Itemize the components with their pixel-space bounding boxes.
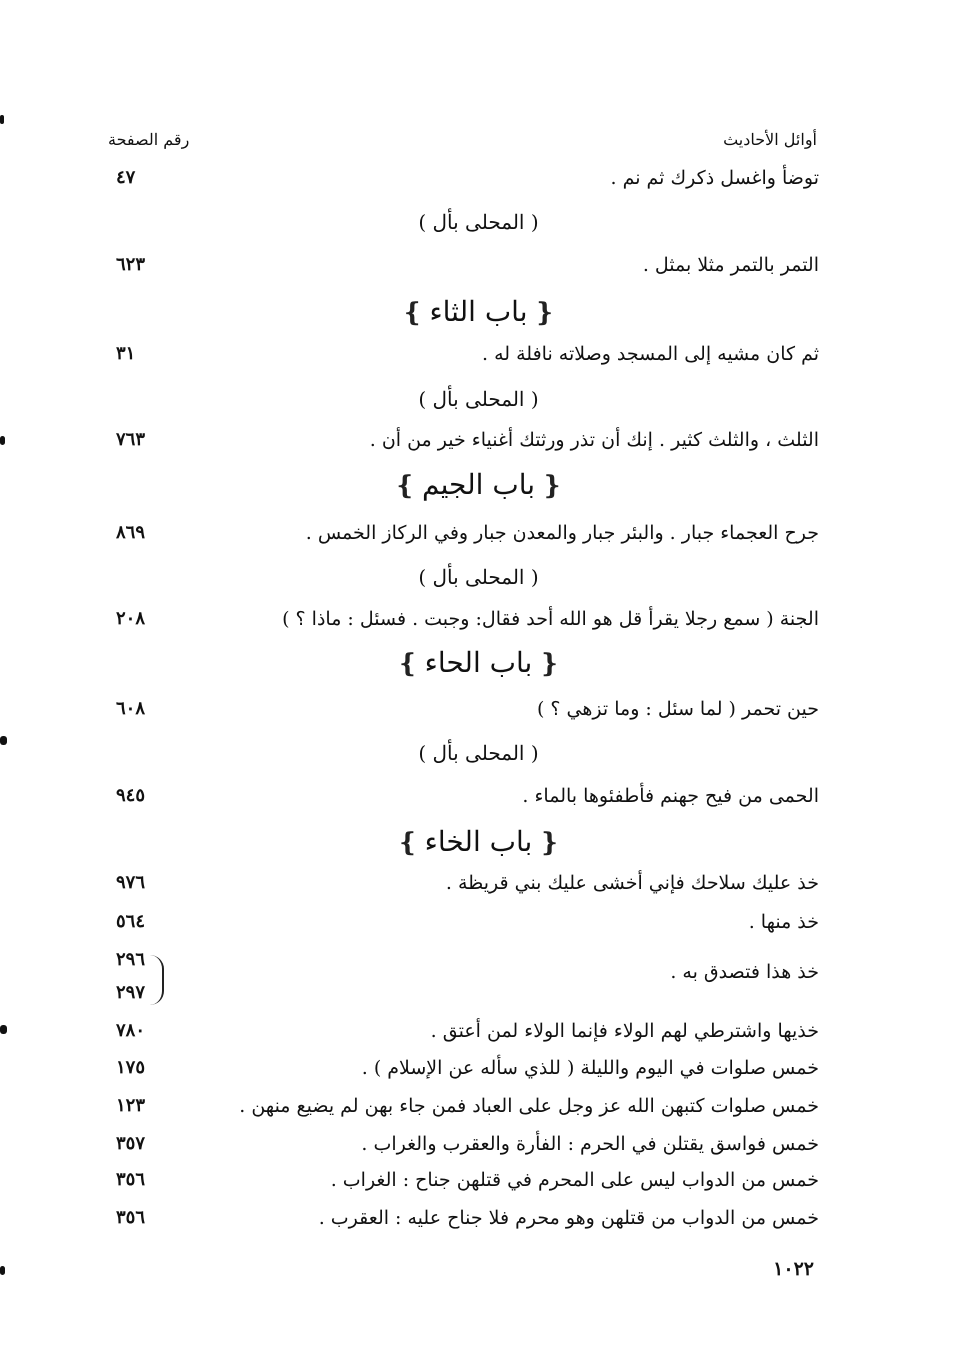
page-ref: ٢٠٨ (116, 608, 146, 629)
hadith-opening: خمس صلوات في اليوم والليلة ( للذي سأله عن الإسلام ) . (361, 1057, 819, 1079)
page-ref: ٦٢٣ (116, 254, 146, 275)
subsection-heading: ( المحلى بأل ) (418, 565, 539, 589)
hadith-opening: خمس من الدواب ليس على المحرم في قتلهن جناح : الغراب . (330, 1169, 819, 1191)
chapter-title: باب الثاء (429, 295, 528, 328)
subsection-heading: ( المحلى بأل ) (418, 741, 539, 765)
ornament-icon: ❵ (394, 471, 416, 501)
page-number: ١٠٢٢ (773, 1258, 814, 1280)
ornament-icon: ❵ (396, 828, 419, 858)
page-ref: ٢٩٧ (116, 982, 146, 1003)
hadith-opening: خذ منها . (748, 911, 819, 933)
hadith-opening: الجنة ( سمع رجلا يقرأ قل هو الله أحد فقال: وجبت . فسئل : ماذا ؟ ) (282, 608, 819, 630)
scan-mark-icon (0, 115, 4, 124)
hadith-opening: التمر بالتمر مثلا بمثل . (642, 254, 819, 276)
chapter-heading (0, 822, 957, 863)
page-ref: ٩٧٦ (116, 872, 146, 893)
hadith-opening: ثم كان مشيه إلى المسجد وصلاته نافلة له . (482, 343, 819, 365)
hadith-opening: خمس فواسق يقتلن في الحرم : الفأرة والعقرب والغراب . (361, 1133, 819, 1155)
page-ref: ٤٧ (116, 167, 136, 188)
page-ref: ٢٩٦ (116, 949, 146, 970)
hadith-opening: خذ عليك سلاحك فإني أخشى عليك بني قريظة . (445, 872, 819, 894)
hadith-opening: توضأ واغسل ذكرك ثم نم . (610, 167, 819, 189)
index-entry (0, 1165, 957, 1199)
page-ref: ٥٦٤ (116, 911, 146, 932)
ornament-icon: ❴ (538, 649, 561, 679)
page-ref: ٩٤٥ (116, 785, 146, 806)
page-number-column-title: رقم الصفحة (108, 130, 190, 149)
hadith-opening: خمس من الدواب من قتلهن وهو محرم فلا جناح عليه : العقرب . (318, 1207, 819, 1229)
ornament-icon: ❵ (396, 649, 419, 679)
page-ref: ١٢٣ (116, 1095, 146, 1116)
subsection-heading: ( المحلى بأل ) (418, 387, 539, 411)
index-entry (0, 694, 957, 728)
chapter-title: باب الجيم (421, 468, 536, 501)
scan-mark-icon (0, 736, 7, 745)
chapter-title: باب الخاء (424, 825, 533, 858)
hadith-opening: حين تحمر ( لما سئل : وما تزهي ؟ ) (536, 698, 819, 720)
scan-mark-icon (0, 1025, 7, 1034)
ornament-icon: ❵ (401, 298, 424, 328)
ornament-icon: ❴ (538, 828, 561, 858)
index-entry (0, 868, 957, 902)
index-entry (0, 907, 957, 941)
index-entry (0, 339, 957, 373)
index-entry (0, 1053, 957, 1087)
index-entry (0, 518, 957, 552)
scan-mark-icon (0, 1266, 5, 1275)
index-entry (0, 781, 957, 815)
page-ref: ٧٨٠ (116, 1020, 146, 1041)
brace-icon (150, 955, 164, 1005)
scan-mark-icon (0, 436, 5, 445)
page-ref: ٣١ (116, 343, 136, 364)
page-ref: ٦٠٨ (116, 698, 146, 719)
subsection-heading: ( المحلى بأل ) (418, 210, 539, 234)
index-entry (0, 1016, 957, 1050)
page-ref: ٣٥٦ (116, 1169, 146, 1190)
chapter-title: باب الحاء (424, 646, 533, 679)
hadith-opening: خمس صلوات كتبهن الله عز وجل على العباد فمن جاء بهن لم يضيع منهن . (239, 1095, 819, 1117)
hadith-opening: الثلث ، والثلث كثير . إنك أن تذر ورثتك أغنياء خير من أن . (369, 429, 819, 451)
index-entry (0, 1203, 957, 1237)
page-ref: ٧٦٣ (116, 429, 146, 450)
ornament-icon: ❴ (541, 471, 563, 501)
page-ref: ٣٥٦ (116, 1207, 146, 1228)
chapter-heading (0, 643, 957, 684)
hadith-opening: خذ هذا فتصدق به . (670, 961, 819, 983)
index-entry (0, 1129, 957, 1163)
running-title: أوائل الأحاديث (723, 130, 817, 149)
chapter-heading (0, 465, 957, 506)
index-entry (0, 250, 957, 284)
page-ref: ٣٥٧ (116, 1133, 146, 1154)
page-ref: ١٧٥ (116, 1057, 146, 1078)
hadith-opening: الحمى من فيح جهنم فأطفئوها بالماء . (522, 785, 819, 807)
index-entry (0, 163, 957, 197)
index-entry (0, 1091, 957, 1125)
chapter-heading (0, 292, 957, 333)
hadith-opening: جرح العجماء جبار . والبئر جبار والمعدن جبار وفي الركاز الخمس . (305, 522, 819, 544)
ornament-icon: ❴ (533, 298, 556, 328)
page-ref: ٨٦٩ (116, 522, 146, 543)
index-entry (0, 604, 957, 638)
hadith-opening: خذيها واشترطي لهم الولاء فإنما الولاء لمن أعتق . (430, 1020, 819, 1042)
index-entry (0, 425, 957, 459)
